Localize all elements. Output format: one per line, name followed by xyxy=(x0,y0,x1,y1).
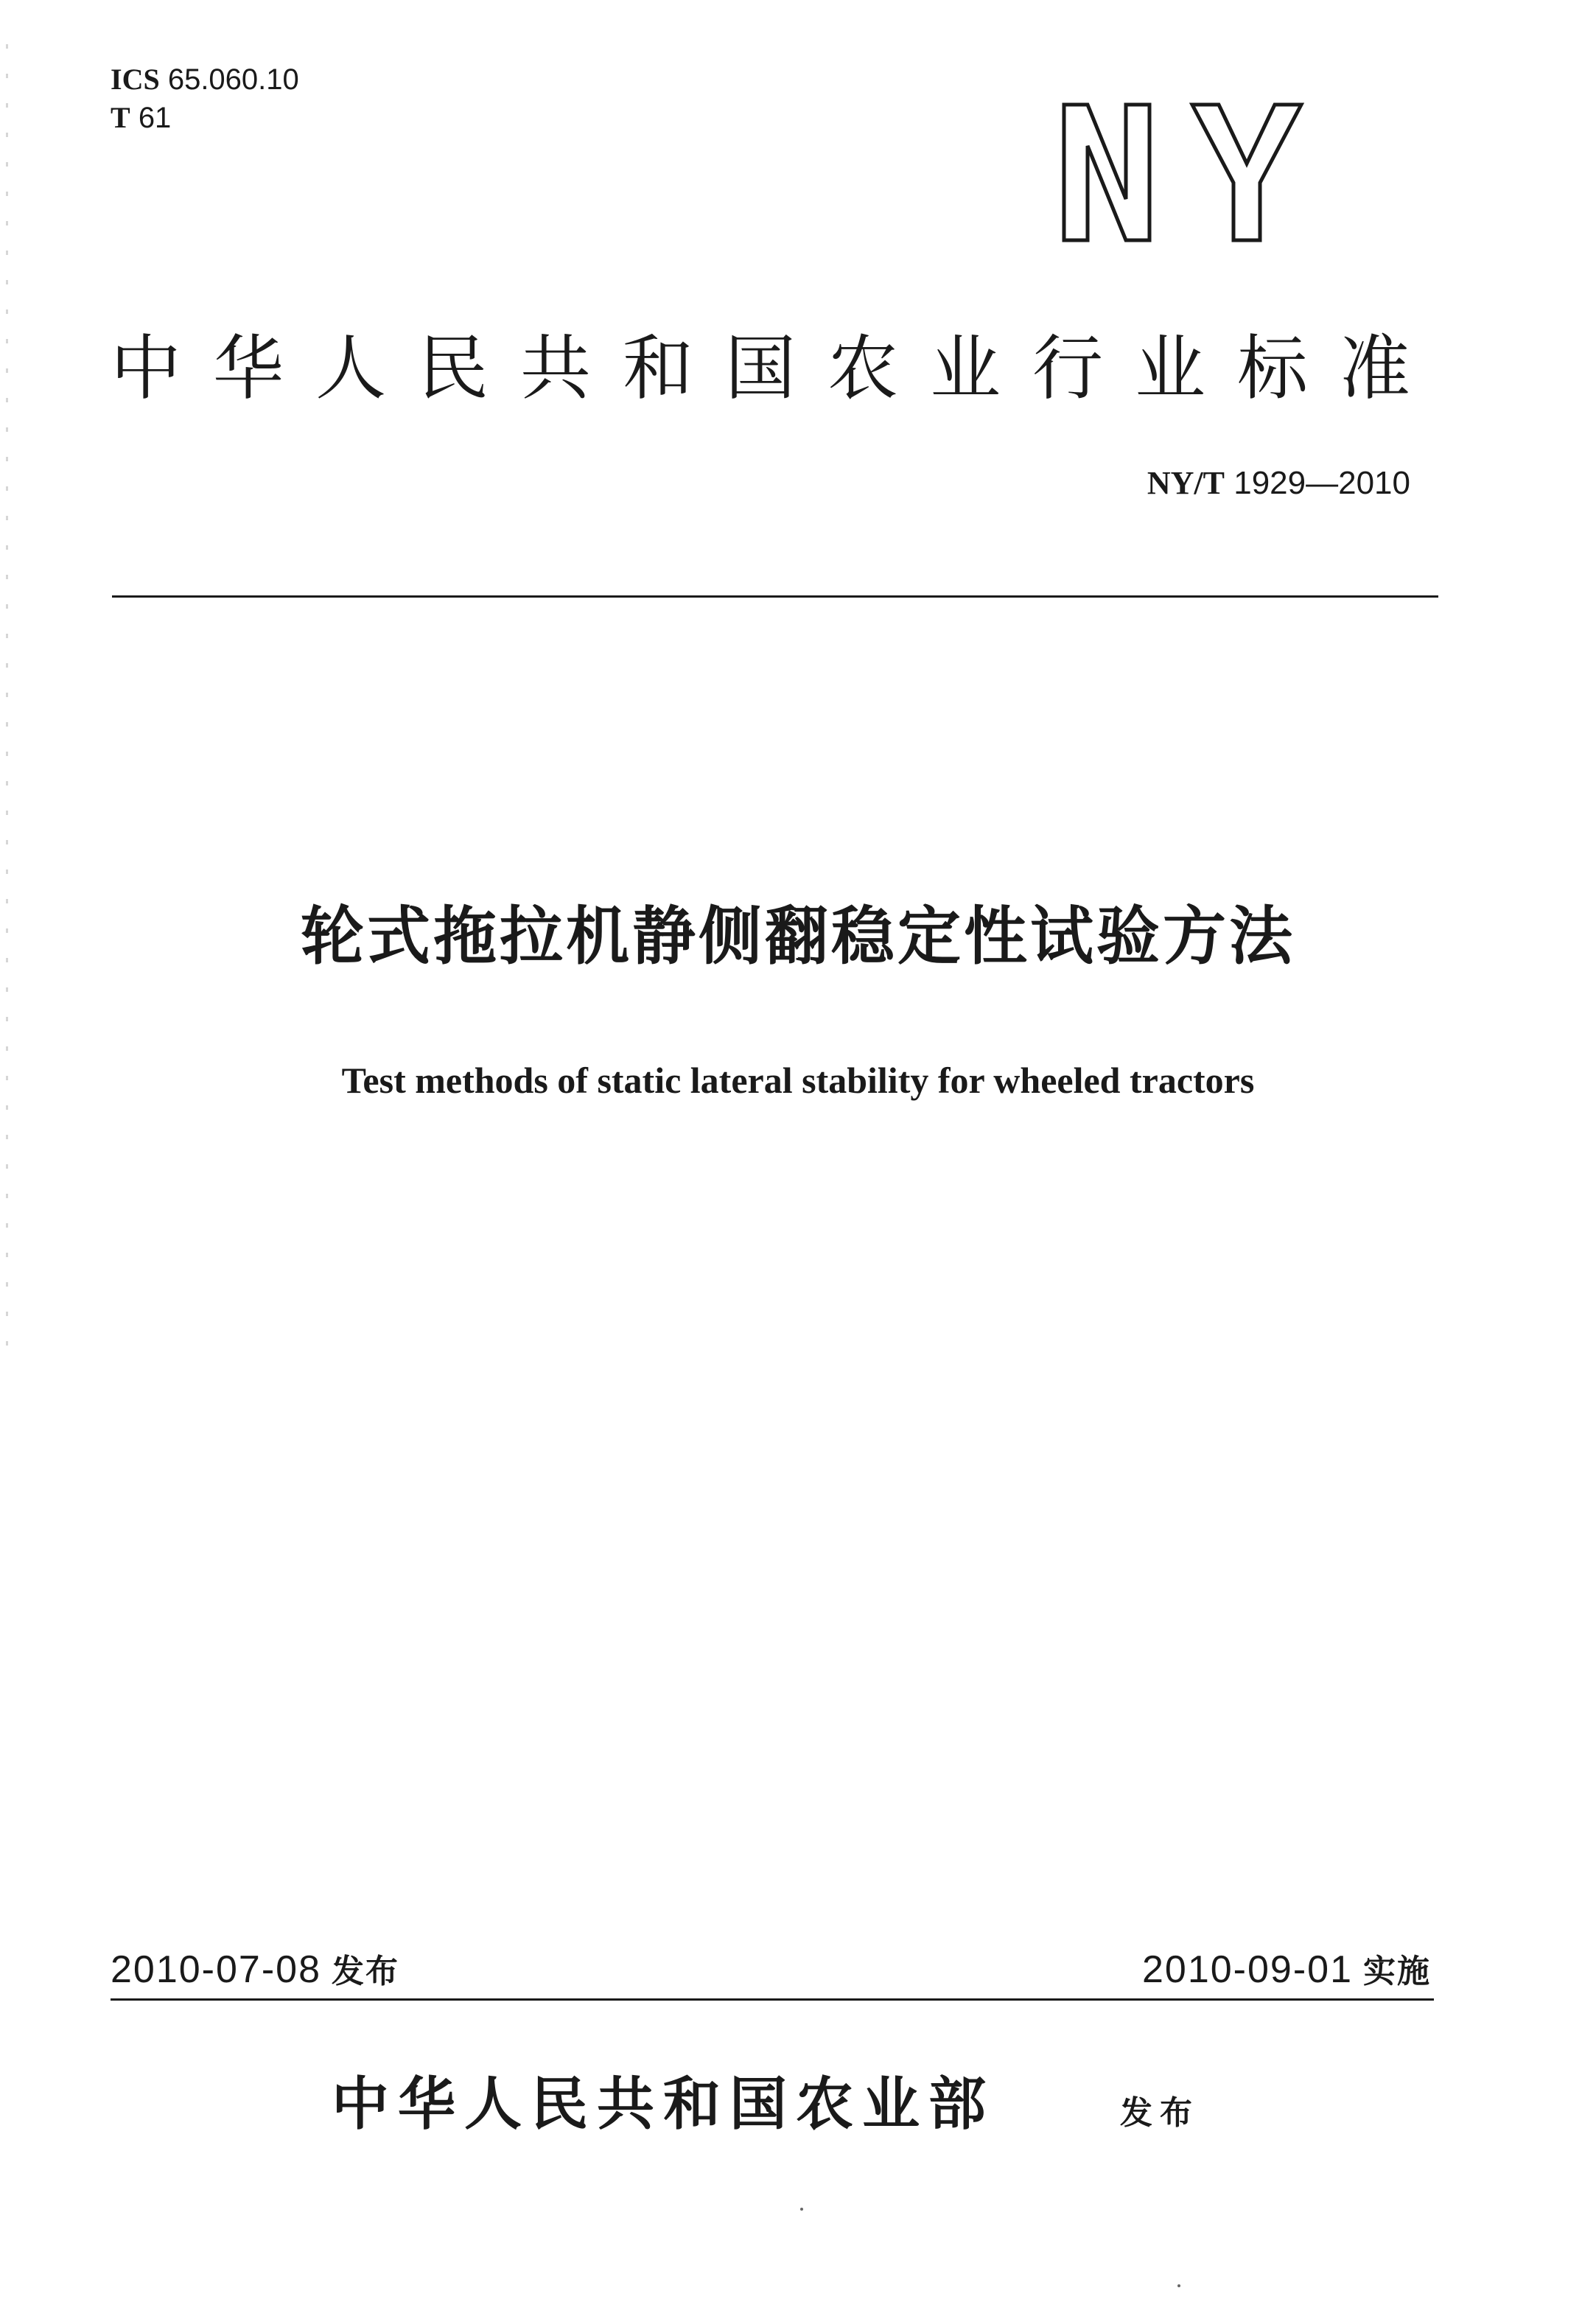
implementation-date xyxy=(1142,1945,1431,1996)
standard-number-value: 1929—2010 xyxy=(1233,465,1410,501)
scan-speck xyxy=(800,2208,803,2211)
implementation-date-label: 实施 xyxy=(1363,1953,1431,1990)
standard-category-title: 中华人民共和国农业行业标准 xyxy=(111,327,1415,410)
ny-logo xyxy=(1055,96,1332,251)
header-divider xyxy=(112,595,1438,598)
ics-prefix: ICS xyxy=(111,63,160,96)
standard-number-prefix: NY/T xyxy=(1147,465,1225,501)
classification-code xyxy=(111,99,171,137)
issue-date xyxy=(111,1945,399,1996)
document-title-chinese: 轮式拖拉机静侧翻稳定性试验方法 xyxy=(301,900,1295,973)
standard-number xyxy=(1147,463,1410,504)
classification-prefix: T xyxy=(111,101,130,134)
issue-date-value: 2010-07-08 xyxy=(111,1948,321,1991)
scan-edge-marks xyxy=(6,44,8,1371)
issue-date-label: 发布 xyxy=(332,1953,399,1990)
ics-number: 65.060.10 xyxy=(167,63,299,96)
document-title-english: Test methods of static lateral stability for wheeled tractors xyxy=(341,1060,1255,1101)
scan-speck xyxy=(1177,2284,1180,2287)
ics-code xyxy=(111,60,299,99)
footer-divider xyxy=(111,1998,1434,2001)
publisher-name: 中华人民共和国农业部 xyxy=(332,2071,995,2138)
publisher-suffix: 发布 xyxy=(1120,2094,1200,2132)
implementation-date-value: 2010-09-01 xyxy=(1142,1948,1353,1991)
classification-number: 61 xyxy=(138,102,172,134)
